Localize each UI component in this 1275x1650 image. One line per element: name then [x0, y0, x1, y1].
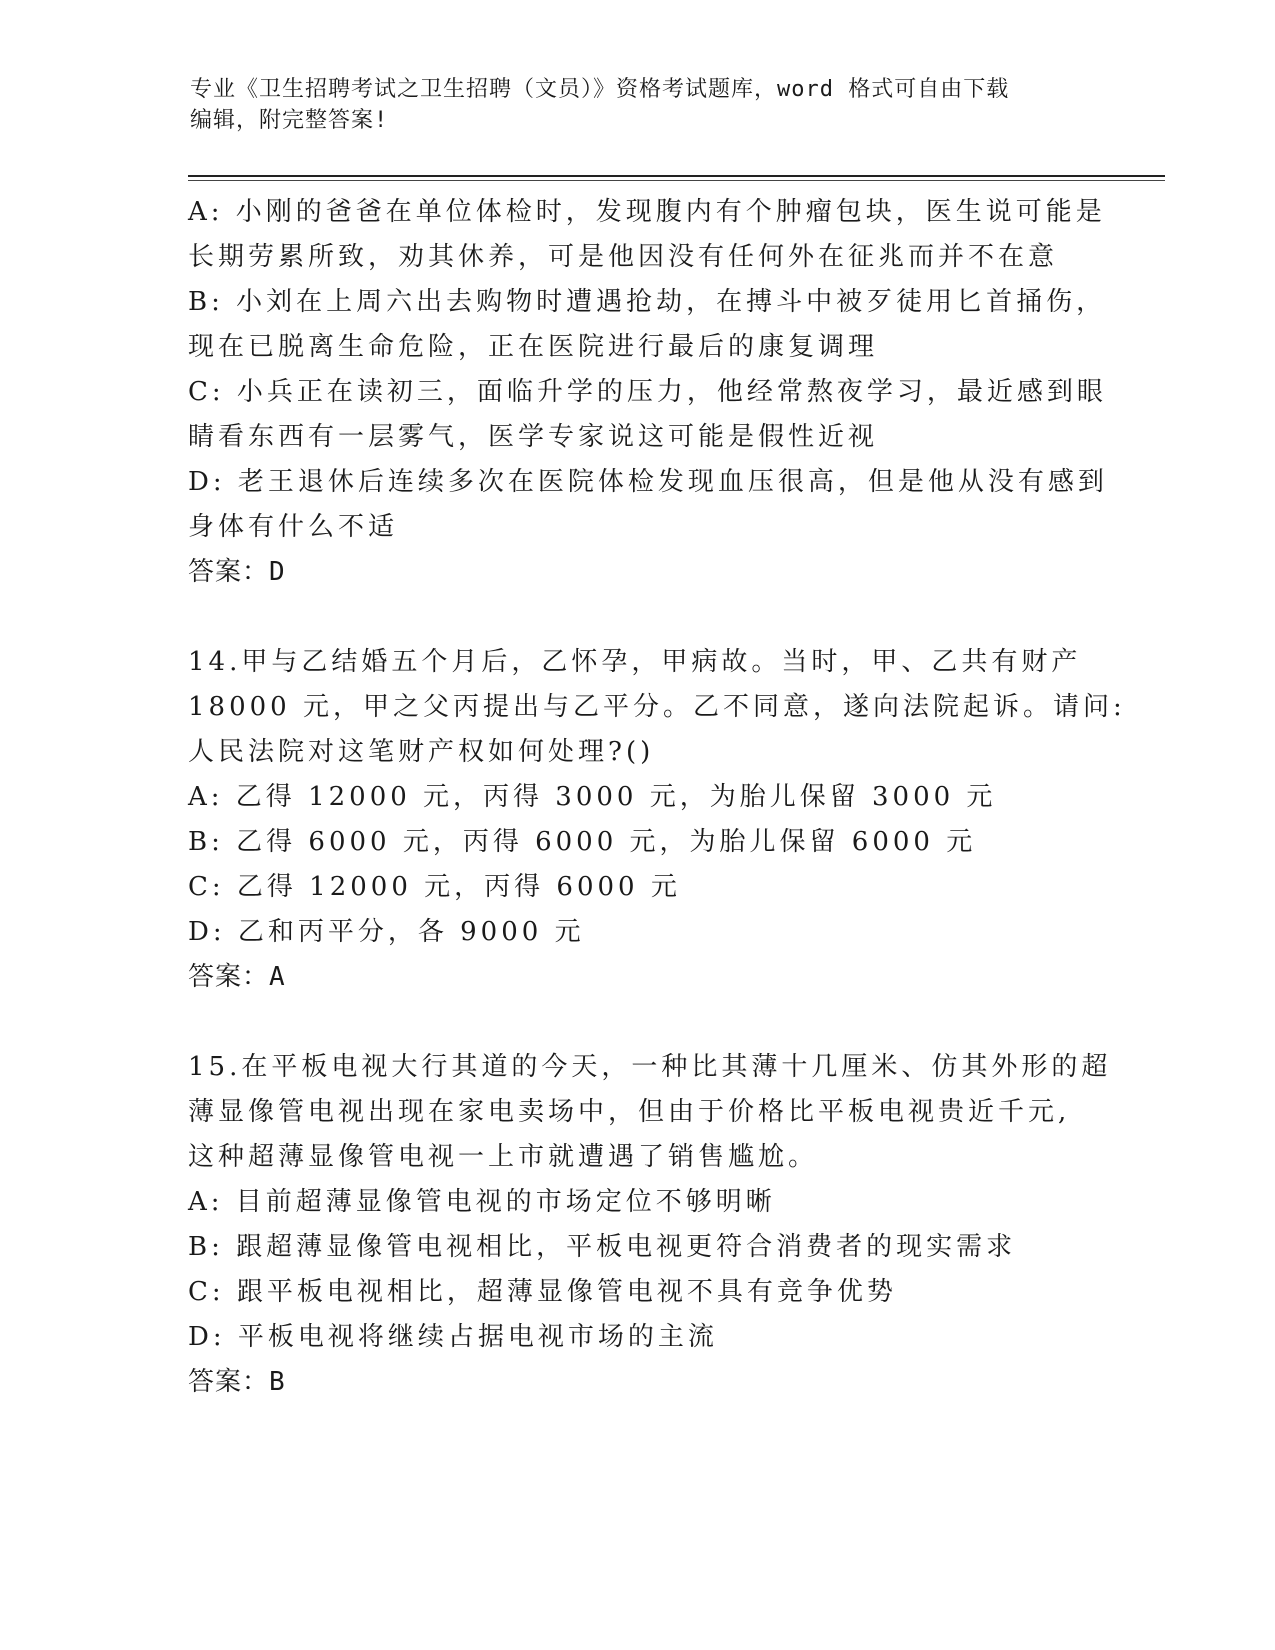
- q13-answer: 答案：D: [188, 557, 286, 587]
- q15-option-b: B: 跟超薄显像管电视相比，平板电视更符合消费者的现实需求: [188, 1232, 1017, 1262]
- question-13: [188, 190, 1108, 595]
- q15-option-a: A: 目前超薄显像管电视的市场定位不够明晰: [188, 1187, 776, 1217]
- q15-stem-line-1: 15.在平板电视大行其道的今天，一种比其薄十几厘米、仿其外形的超: [188, 1052, 1112, 1082]
- header-divider-thin: [188, 180, 1165, 181]
- document-body: [188, 190, 1126, 1405]
- q14-stem-line-2: 18000 元，甲之父丙提出与乙平分。乙不同意，遂向法院起诉。请问:: [188, 692, 1126, 722]
- question-14: [188, 640, 1126, 1000]
- question-15: [188, 1045, 1112, 1405]
- q14-answer: 答案：A: [188, 962, 286, 992]
- header-divider-thick: [188, 175, 1165, 177]
- q14-stem-line-1: 14.甲与乙结婚五个月后，乙怀孕，甲病故。当时，甲、乙共有财产: [188, 647, 1082, 677]
- q14-option-b: B: 乙得 6000 元，丙得 6000 元，为胎儿保留 6000 元: [188, 827, 977, 857]
- q13-option-b-line-1: B: 小刘在上周六出去购物时遭遇抢劫，在搏斗中被歹徒用匕首捅伤，: [188, 287, 1107, 317]
- q15-option-d: D: 平板电视将继续占据电视市场的主流: [188, 1322, 718, 1352]
- q14-option-a: A: 乙得 12000 元，丙得 3000 元，为胎儿保留 3000 元: [188, 782, 997, 812]
- q13-option-d-line-1: D: 老王退休后连续多次在医院体检发现血压很高，但是他从没有感到: [188, 467, 1108, 497]
- header-line-2: 编辑，附完整答案!: [190, 108, 389, 133]
- q14-option-d: D: 乙和丙平分，各 9000 元: [188, 917, 585, 947]
- q15-stem-line-3: 这种超薄显像管电视一上市就遭遇了销售尴尬。: [188, 1142, 819, 1172]
- q13-option-a-line-1: A: 小刚的爸爸在单位体检时，发现腹内有个肿瘤包块，医生说可能是: [188, 197, 1106, 227]
- q15-stem-line-2: 薄显像管电视出现在家电卖场中，但由于价格比平板电视贵近千元,: [188, 1097, 1071, 1127]
- header-line-1: 专业《卫生招聘考试之卫生招聘（文员）》资格考试题库，word 格式可自由下载: [190, 77, 1010, 102]
- q15-answer: 答案：B: [188, 1367, 286, 1397]
- q15-option-c: C: 跟平板电视相比，超薄显像管电视不具有竞争优势: [188, 1277, 897, 1307]
- q13-option-c-line-1: C: 小兵正在读初三，面临升学的压力，他经常熬夜学习，最近感到眼: [188, 377, 1107, 407]
- q13-option-b-line-2: 现在已脱离生命危险，正在医院进行最后的康复调理: [188, 332, 879, 362]
- q13-option-a-line-2: 长期劳累所致，劝其休养，可是他因没有任何外在征兆而并不在意: [188, 242, 1059, 272]
- q13-option-d-line-2: 身体有什么不适: [188, 512, 399, 542]
- spacer: [188, 1000, 1088, 1045]
- q14-stem-line-3: 人民法院对这笔财产权如何处理?(): [188, 737, 655, 767]
- q14-option-c: C: 乙得 12000 元，丙得 6000 元: [188, 872, 681, 902]
- q13-option-c-line-2: 睛看东西有一层雾气，医学专家说这可能是假性近视: [188, 422, 879, 452]
- spacer: [188, 595, 1088, 640]
- page-header: [190, 74, 1090, 136]
